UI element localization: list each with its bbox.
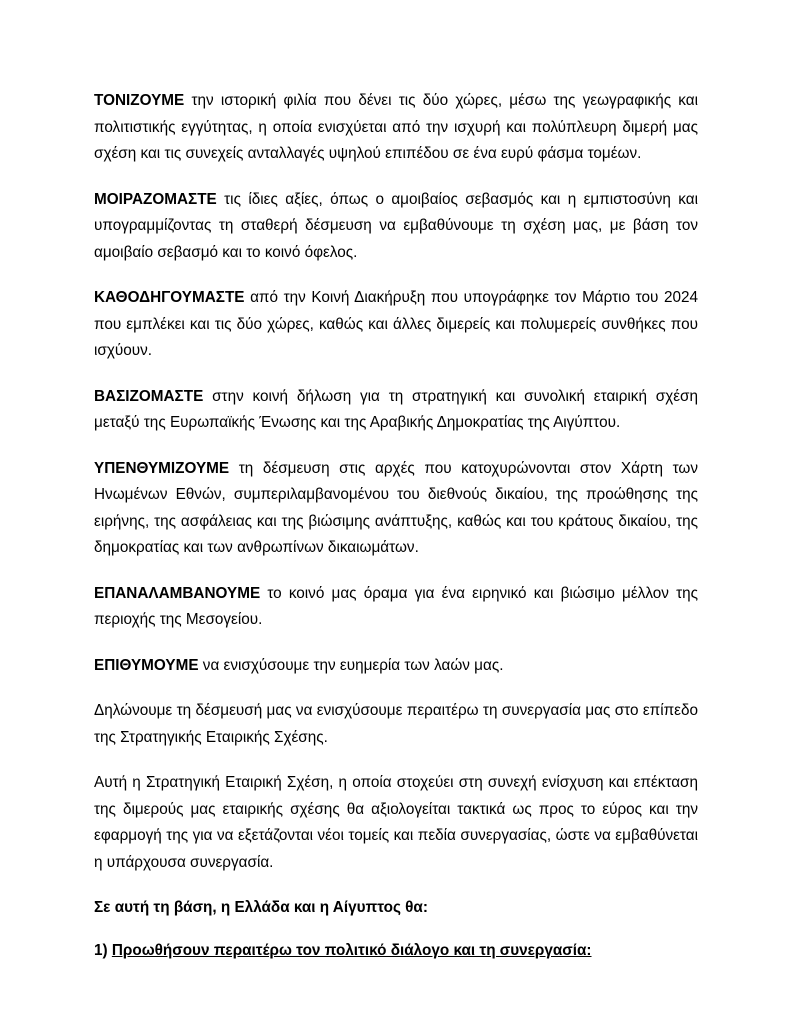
- paragraph-reiterate: [94, 581, 698, 634]
- section-title: Προωθήσουν περαιτέρω τον πολιτικό διάλογο και τη συνεργασία:: [111, 941, 592, 959]
- paragraph-text: στην κοινή δήλωση για τη στρατηγική και συνολική εταιρική σχέση μεταξύ της Ευρωπαϊκής Ένωσης και της Αραβικής Δημοκρατίας της Αιγύπτου.: [94, 387, 698, 431]
- paragraph-emphasize: [94, 88, 698, 168]
- basis-heading: Σε αυτή τη βάση, η Ελλάδα και η Αίγυπτος θα:: [94, 899, 428, 916]
- paragraph-lead: ΕΠΙΘΥΜΟΥΜΕ: [94, 656, 199, 674]
- paragraph-strategic-partnership: [94, 770, 698, 876]
- paragraph-lead: ΥΠΕΝΘΥΜΙΖΟΥΜΕ: [94, 459, 230, 477]
- section-number: 1): [94, 941, 108, 959]
- paragraph-lead: ΚΑΘΟΔΗΓΟΥΜΑΣΤΕ: [94, 289, 245, 306]
- paragraph-lead: ΕΠΑΝΑΛΑΜΒΑΝΟΥΜΕ: [94, 584, 261, 602]
- paragraph-lead: ΒΑΣΙΖΟΜΑΣΤΕ: [94, 387, 204, 405]
- paragraph-text: να ενισχύσουμε την ευημερία των λαών μας.: [198, 656, 504, 674]
- paragraph-text: τη δέσμευση στις αρχές που κατοχυρώνονται στον Χάρτη των Ηνωμένων Εθνών, συμπεριλαμβανομένου του διεθνούς δικαίου, της προώθησης της ειρήνης, της ασφάλειας και της βιώσιμης ανάπτυξης, καθώς και του κράτους δικαίου, της δημοκρατίας και των ανθρωπίνων δικαιωμάτων.: [94, 459, 698, 556]
- paragraph-commitment: [94, 698, 698, 751]
- paragraph-text: από την Κοινή Διακήρυξη που υπογράφηκε τον Μάρτιο του 2024 που εμπλέκει και τις δύο χώρες, καθώς και άλλες διμερείς και πολυμερείς συνθήκες που ισχύουν.: [94, 289, 698, 359]
- paragraph-desire: [94, 653, 698, 680]
- paragraph-text: την ιστορική φιλία που δένει τις δύο χώρες, μέσω της γεωγραφικής και πολιτιστικής εγγύτητας, η οποία ενισχύεται από την ισχυρή και πολύπλευρη διμερή μας σχέση και τις συνεχείς ανταλλαγές υψηλού επιπέδου σε ένα ευρύ φάσμα τομέων.: [94, 92, 698, 162]
- paragraph-text: Δηλώνουμε τη δέσμευσή μας να ενισχύσουμε περαιτέρω τη συνεργασία μας στο επίπεδο της Στρατηγικής Εταιρικής Σχέσης.: [94, 702, 698, 746]
- paragraph-text: Αυτή η Στρατηγική Εταιρική Σχέση, η οποία στοχεύει στη συνεχή ενίσχυση και επέκταση της διμερούς μας εταιρικής σχέσης θα αξιολογείται τακτικά ως προς το εύρος και την εφαρμογή της για να εξετάζονται νέοι τομείς και πεδία συνεργασίας, ώστε να εμβαθύνεται η υπάρχουσα συνεργασία.: [94, 774, 698, 871]
- paragraph-text: τις ίδιες αξίες, όπως ο αμοιβαίος σεβασμός και η εμπιστοσύνη και υπογραμμίζοντας τη σταθερή δέσμευση να εμβαθύνουμε τη σχέση μας, με βάση τον αμοιβαίο σεβασμό και το κοινό όφελος.: [94, 190, 698, 261]
- paragraph-lead: ΜΟΙΡΑΖΟΜΑΣΤΕ: [94, 190, 217, 208]
- paragraph-share: [94, 187, 698, 267]
- paragraph-guided: [94, 285, 698, 365]
- paragraph-recall: [94, 456, 698, 562]
- paragraph-text: το κοινό μας όραμα για ένα ειρηνικό και βιώσιμο μέλλον της περιοχής της Μεσογείου.: [94, 584, 698, 628]
- section-1-heading: [94, 938, 698, 965]
- document-body: [94, 88, 698, 980]
- paragraph-based: [94, 384, 698, 437]
- paragraph-lead: ΤΟΝΙΖΟΥΜΕ: [94, 92, 185, 109]
